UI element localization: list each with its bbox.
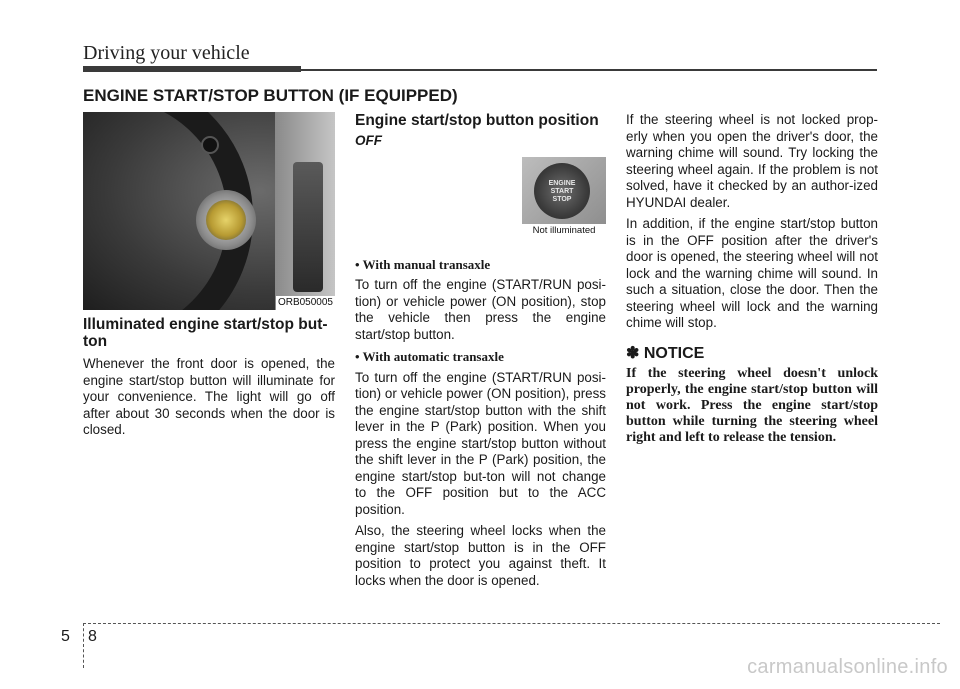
- subhead-manual: • With manual transaxle: [355, 256, 491, 272]
- thumb-wrap: [355, 155, 606, 251]
- button-text-engine: ENGINE: [548, 179, 576, 187]
- dash-vent: [293, 162, 323, 292]
- header-bar-accent: [83, 66, 301, 72]
- paragraph-automatic: To turn off the engine (START/RUN posi-tion) or vehicle power (ON position), press the engine start/stop button with the shift lever in the P (Park) position. When you press the engine start/stop button without the shift lever in the P (Park) position, the engine start/stop but-ton will not change to the OFF position but to the ACC position.: [355, 369, 606, 517]
- steering-wheel-photo: [83, 112, 335, 310]
- chapter-title: Driving your vehicle: [83, 42, 250, 64]
- paragraph-not-locked: If the steering wheel is not locked prop-erly when you open the driver's door, the warning chime will sound. Try locking the steering wheel again. If the problem is not solved, have it checked by an author-ized HYUNDAI dealer.: [626, 112, 878, 210]
- dash-knob: [201, 136, 219, 154]
- notice-body: If the steering wheel doesn't unlock properly, the engine start/stop button will not work. Press the engine start/stop button while turning the steering wheel right and left to release the tension.: [626, 366, 878, 445]
- paragraph-steering-lock: Also, the steering wheel locks when the engine start/stop button is in the OFF position to protect you against theft. It locks when the door is opened.: [355, 523, 606, 588]
- column-right: [626, 112, 878, 451]
- subhead-illuminated: Illuminated engine start/stop but-ton: [83, 316, 328, 350]
- column-middle: [355, 112, 606, 594]
- thumbnail-caption: Not illuminated: [522, 224, 606, 238]
- watermark: carmanualsonline.info: [747, 656, 948, 678]
- notice-title: ✽ NOTICE: [626, 344, 705, 362]
- figure-code: ORB050005: [277, 297, 333, 308]
- start-stop-button-icon: [534, 163, 590, 219]
- button-thumbnail: [522, 157, 606, 238]
- page-section-number: 5: [61, 628, 70, 645]
- start-stop-button-illuminated: [206, 200, 246, 240]
- footer-divider: [83, 623, 84, 668]
- subhead-button-position: Engine start/stop button position: [355, 112, 599, 129]
- paragraph-illuminated: Whenever the front door is opened, the engine start/stop button will illuminate for your convenience. The light will go off after about 30 seconds when the door is closed.: [83, 356, 335, 437]
- paragraph-manual: To turn off the engine (START/RUN posi-tion) or vehicle power (ON position), stop the vehicle then press the engine start/stop button.: [355, 277, 606, 342]
- page-number: 8: [88, 628, 97, 645]
- state-off-label: OFF: [355, 133, 382, 148]
- button-text-start: START: [550, 187, 574, 195]
- button-text-stop: STOP: [552, 195, 572, 203]
- footer-rule: [83, 623, 940, 624]
- subhead-automatic: • With automatic transaxle: [355, 349, 504, 364]
- column-left: [83, 112, 335, 444]
- paragraph-off-position: In addition, if the engine start/stop button is in the OFF position after the driver's door is opened, the steering wheel will not lock and the warning chime will sound. In such a situation, close the door. Then the steering wheel will lock and the warning chime will stop.: [626, 216, 878, 330]
- section-title: ENGINE START/STOP BUTTON (IF EQUIPPED): [83, 86, 458, 105]
- header-rule: [301, 69, 877, 71]
